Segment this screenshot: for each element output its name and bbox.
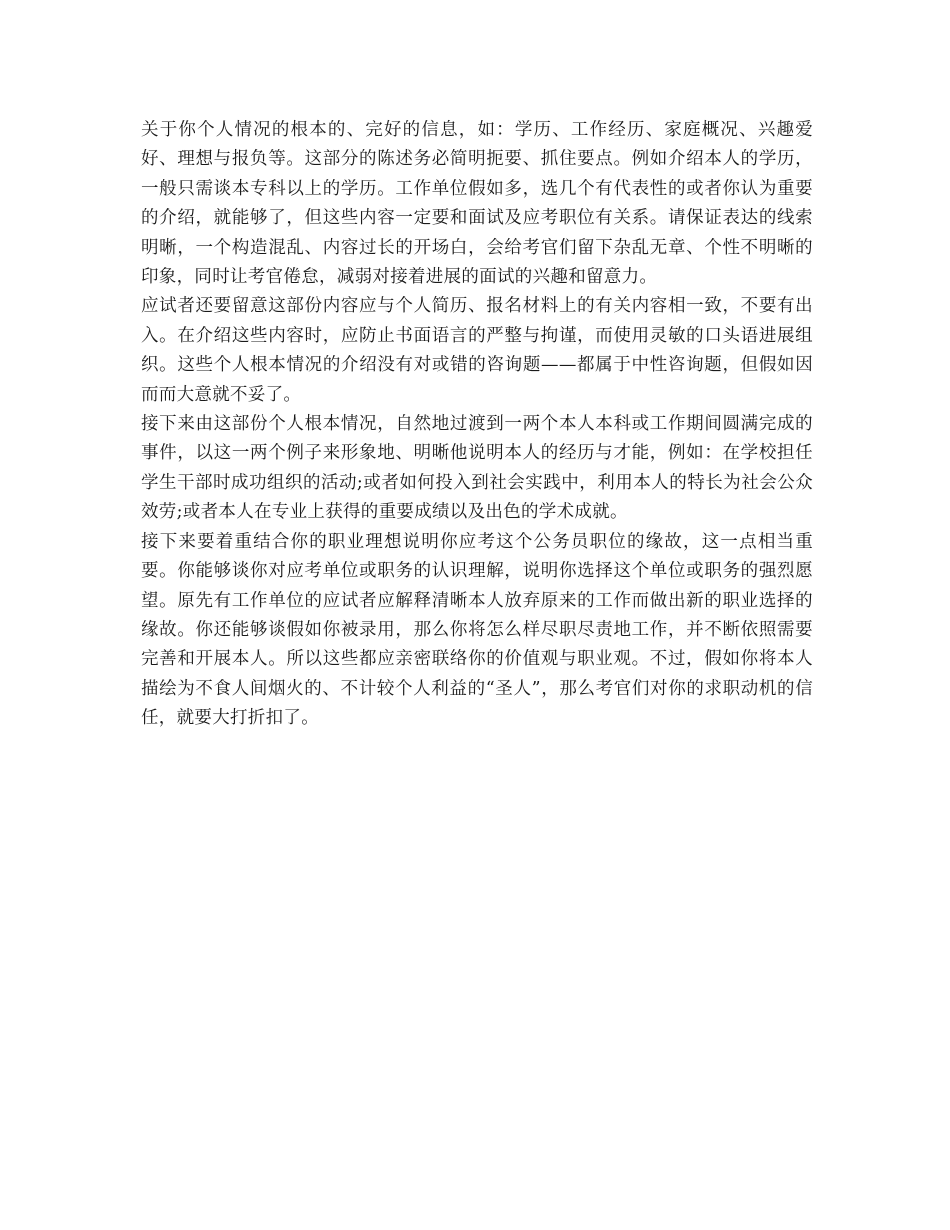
paragraph-consistency: 应试者还要留意这部份内容应与个人简历、报名材料上的有关内容相一致，不要有出入。在介绍这些内容时，应防止书面语言的严整与拘谨，而使用灵敏的口头语进展组织。这些个人根本情况的介绍没有对或错的咨询题——都属于中性咨询题，但假如因而而大意就不妥了。	[141, 296, 813, 405]
paragraph-basic-info: 关于你个人情况的根本的、完好的信息，如：学历、工作经历、家庭概况、兴趣爱好、理想与报负等。这部分的陈述务必简明扼要、抓住要点。例如介绍本人的学历，一般只需谈本专科以上的学历。工作单位假如多，选几个有代表性的或者你认为重要的介绍，就能够了，但这些内容一定要和面试及应考职位有关系。请保证表达的线索明晰，一个构造混乱、内容过长的开场白，会给考官们留下杂乱无章、个性不明晰的印象，同时让考官倦怠，减弱对接着进展的面试的兴趣和留意力。	[141, 120, 813, 288]
paragraph-examples: 接下来由这部份个人根本情况，自然地过渡到一两个本人本科或工作期间圆满完成的事件，以这一两个例子来形象地、明晰他说明本人的经历与才能，例如：在学校担任学生干部时成功组织的活动;或者如何投入到社会实践中，利用本人的特长为社会公众效劳;或者本人在专业上获得的重要成绩以及出色的学术成就。	[141, 414, 813, 523]
paragraph-motivation: 接下来要着重结合你的职业理想说明你应考这个公务员职位的缘故，这一点相当重要。你能够谈你对应考单位或职务的认识理解，说明你选择这个单位或职务的强烈愿望。原先有工作单位的应试者应解释清晰本人放弃原来的工作而做出新的职业选择的缘故。你还能够谈假如你被录用，那么你将怎么样尽职尽责地工作，并不断依照需要完善和开展本人。所以这些都应亲密联络你的价值观与职业观。不过，假如你将本人描绘为不食人间烟火的、不计较个人利益的“圣人”，那么考官们对你的求职动机的信任，就要大打折扣了。	[141, 531, 813, 729]
document-body	[141, 116, 813, 734]
